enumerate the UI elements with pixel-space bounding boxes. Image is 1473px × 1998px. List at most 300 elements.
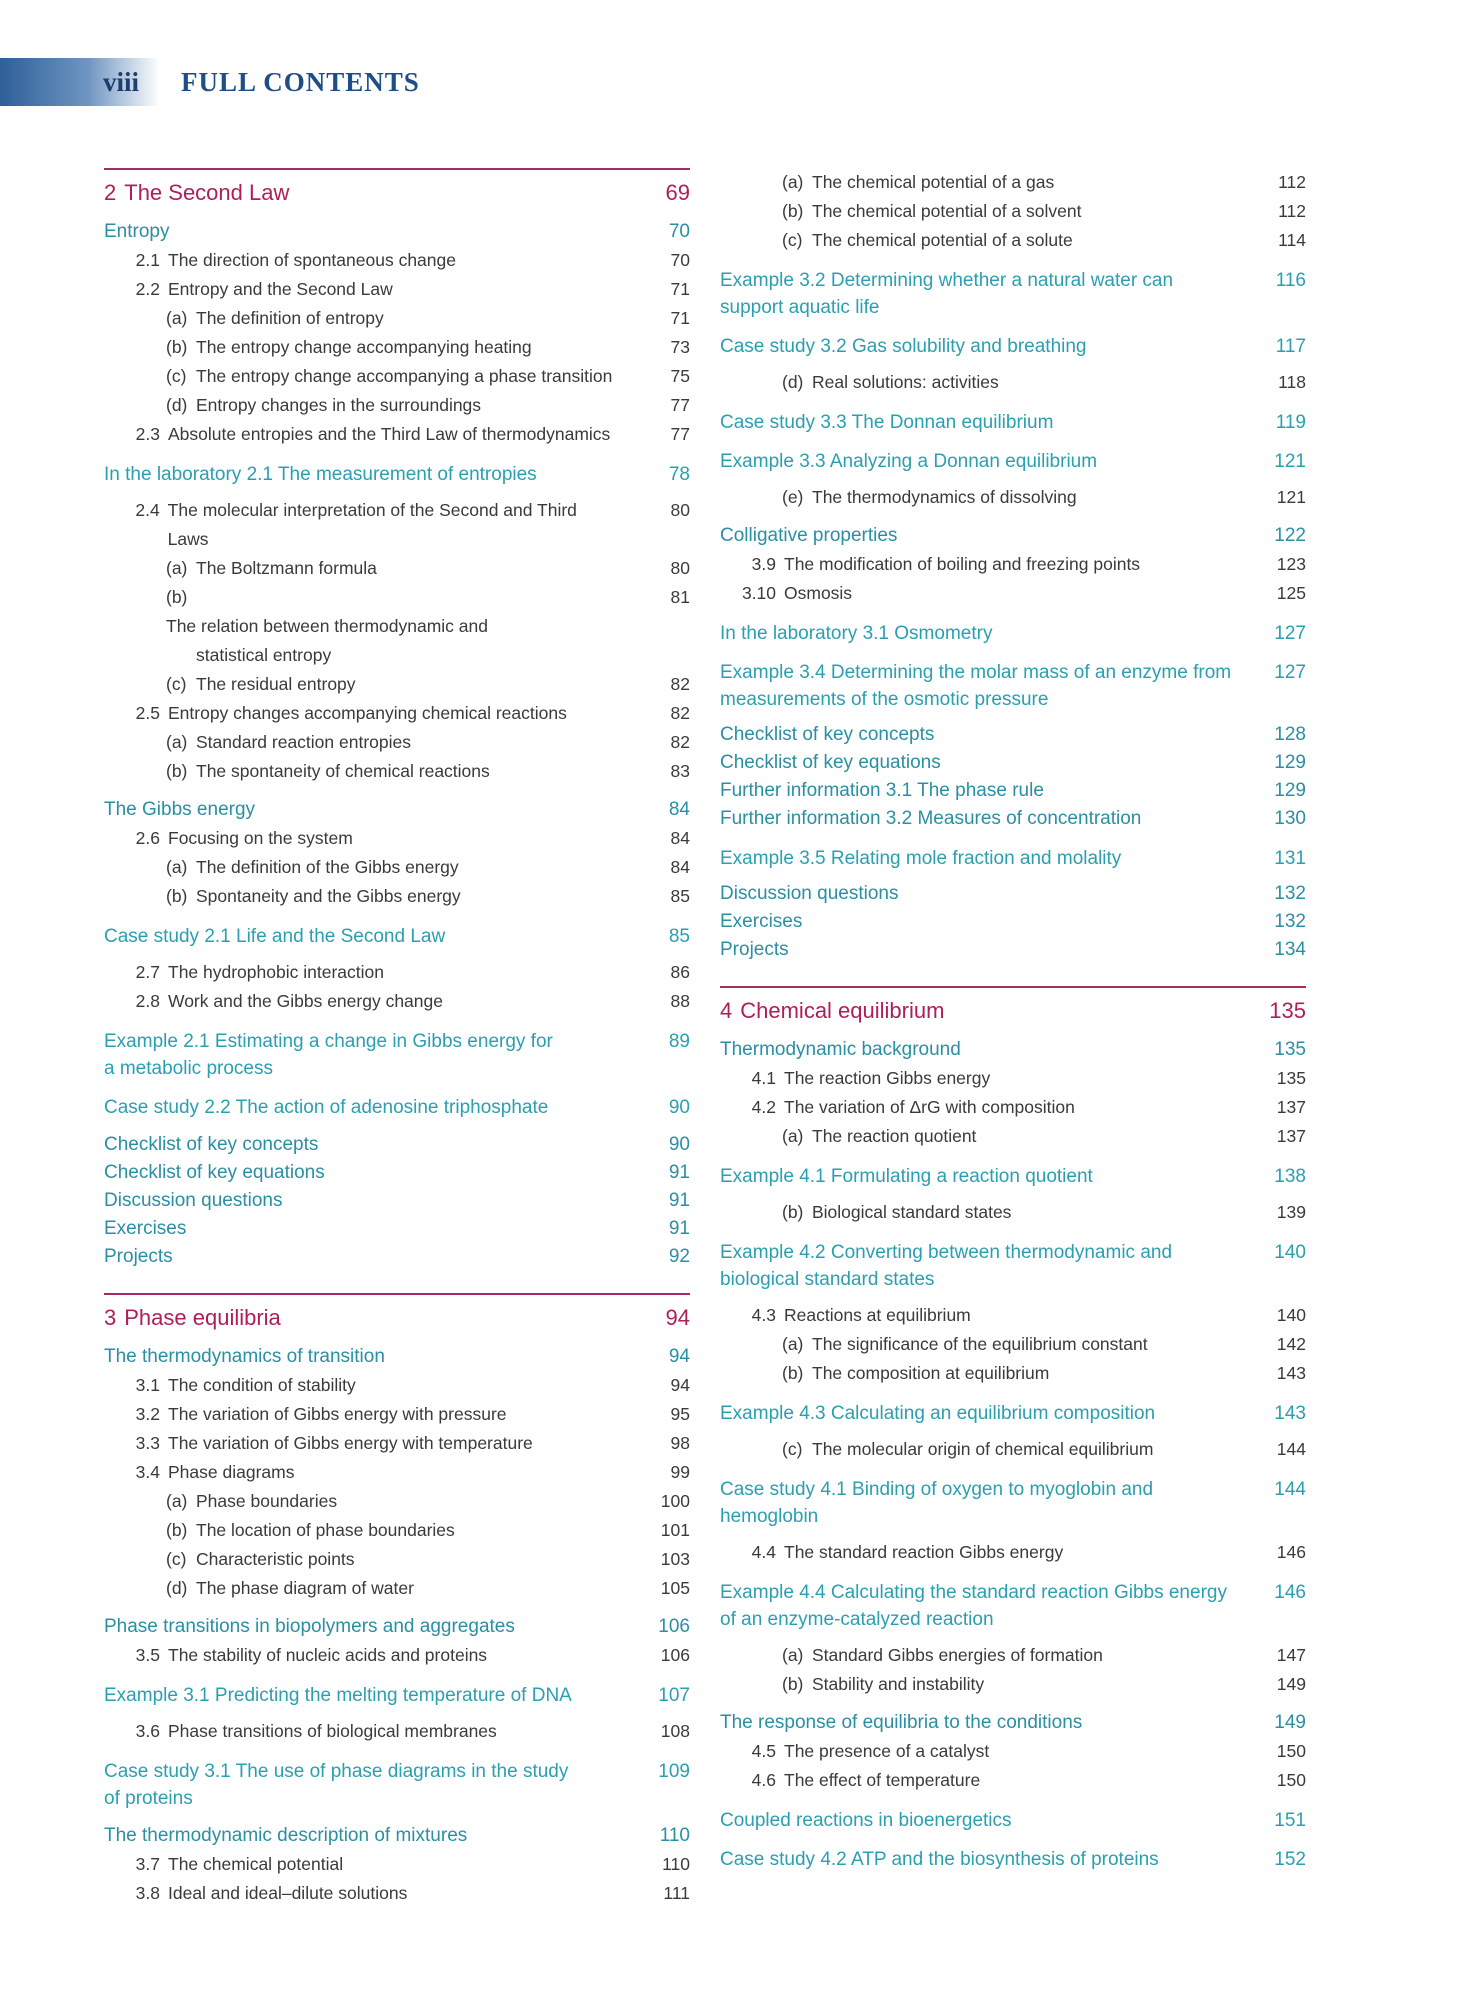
entry-text [104,1429,620,1458]
entry-text [720,749,1236,777]
entry-label: The entropy change accompanying heating [196,337,532,357]
toc-subsub-entry[interactable] [104,882,690,911]
section-number: 3.7 [135,1854,160,1874]
toc-sub-entry[interactable] [720,1766,1306,1795]
entry-label: Osmosis [784,583,853,603]
page-number-ref: 111 [663,1883,690,1903]
entry-text [166,333,620,362]
entry-label: Example 3.3 Analyzing a Donnan equilibrium [720,451,1098,472]
entry-text [104,1822,620,1850]
page-number-ref: 127 [1274,662,1306,683]
toc-sub-entry[interactable] [104,1458,690,1487]
entry-text [782,1330,1236,1359]
entry-text [720,620,1236,647]
entry-label: The phase diagram of water [196,1578,414,1598]
entry-text [104,1613,620,1641]
page-number-ref: 103 [660,1549,690,1569]
page-number-ref: 139 [1276,1202,1306,1222]
page-number-ref: 114 [1278,230,1306,250]
toc-sub-entry[interactable] [104,420,690,449]
item-letter: (c) [782,230,803,250]
toc-feature-entry[interactable] [720,1807,1306,1834]
entry-text [720,908,1236,936]
toc-feature-entry[interactable] [720,1239,1306,1293]
page-number-ref: 130 [1274,808,1306,829]
toc-section-entry[interactable] [720,1709,1306,1737]
toc-subsub-entry[interactable] [720,168,1306,197]
chapter-number: 2 [104,180,117,205]
page-number-ref: 84 [668,799,690,820]
page-number-ref: 116 [1275,270,1306,291]
page-number-ref: 98 [670,1433,690,1453]
entry-text [720,1400,1236,1427]
entry-label: Example 3.2 Determining whether a natural water can [720,270,1174,291]
toc-sub-entry[interactable] [720,1538,1306,1567]
page-number-ref: 128 [1274,724,1306,745]
page-number-ref: 129 [1274,780,1306,801]
toc-subsub-entry[interactable] [104,757,690,786]
item-letter: (b) [166,337,188,357]
section-number: 2.2 [135,279,160,299]
page-number-ref: 119 [1275,412,1306,433]
entry-label: The chemical potential of a solute [812,230,1073,250]
entry-label: Example 3.1 Predicting the melting temperature of DNA [104,1685,572,1706]
section-number: 2.8 [135,991,160,1011]
toc-subsub-entry[interactable] [104,1545,690,1574]
entry-text [166,853,620,882]
item-letter: (b) [782,1674,804,1694]
toc-section-entry[interactable] [104,1187,690,1215]
entry-label: The significance of the equilibrium constant [812,1334,1148,1354]
page-number-ref: 90 [668,1097,690,1118]
toc-subsub-entry[interactable] [720,1330,1306,1359]
entry-text [104,1458,620,1487]
item-letter: (c) [782,1439,803,1459]
toc-feature-entry[interactable] [720,448,1306,475]
entry-label: Example 3.4 Determining the molar mass of an enzyme from [720,662,1232,683]
entry-text [782,1435,1236,1464]
toc-subsub-entry[interactable] [104,554,690,583]
entry-label: Discussion questions [720,883,899,904]
entry-text [104,1131,620,1159]
page-number-ref: 84 [670,828,690,848]
page-number-ref: 100 [660,1491,690,1511]
page-number-ref: 146 [1274,1582,1306,1603]
page-number-ref: 86 [670,962,690,982]
entry-label: Phase transitions of biological membranes [168,1721,497,1741]
toc-section-entry[interactable] [720,936,1306,964]
page-number-ref: 118 [1278,372,1306,392]
toc-chapter-entry[interactable] [104,168,690,218]
toc-subsub-entry[interactable] [720,197,1306,226]
page-number-ref: 109 [658,1761,690,1782]
page-number-ref: 144 [1274,1479,1306,1500]
entry-label: The modification of boiling and freezing points [784,554,1141,574]
page-number-ref: 92 [668,1246,690,1267]
section-number: 2.1 [135,250,160,270]
entry-label-continued: hemoglobin [720,1506,819,1527]
toc-sub-entry[interactable] [104,275,690,304]
entry-label: Further information 3.1 The phase rule [720,780,1044,801]
page-number-ref: 83 [670,761,690,781]
toc-sub-entry[interactable] [720,1093,1306,1122]
toc-section-entry[interactable] [720,749,1306,777]
toc-feature-entry[interactable] [104,1028,690,1082]
entry-label: Case study 3.3 The Donnan equilibrium [720,412,1054,433]
entry-label: The hydrophobic interaction [168,962,384,982]
entry-text [720,409,1236,436]
toc-section-entry[interactable] [720,777,1306,805]
entry-text [720,579,1236,608]
toc-section-entry[interactable] [104,218,690,246]
toc-sub-entry[interactable] [720,550,1306,579]
item-letter: (c) [166,674,187,694]
entry-label: Example 4.2 Converting between thermodynamic and [720,1242,1173,1263]
page-number-ref: 77 [670,395,690,415]
toc-feature-entry[interactable] [104,1094,690,1121]
entry-text [782,368,1236,397]
entry-label: The condition of stability [168,1375,356,1395]
entry-line [166,670,620,699]
entry-label-continued: of an enzyme-catalyzed reaction [720,1609,994,1630]
entry-text [720,522,1236,550]
entry-label: Biological standard states [812,1202,1012,1222]
page-number-ref: 81 [670,587,690,607]
entry-label: Further information 3.2 Measures of concentration [720,808,1142,829]
toc-subsub-entry[interactable] [720,1122,1306,1151]
page-number-ref: 150 [1276,1770,1306,1790]
toc-section-entry[interactable] [104,1243,690,1271]
entry-text [720,805,1236,833]
chapter-number: 4 [720,998,733,1023]
entry-label: The response of equilibria to the conditions [720,1712,1083,1733]
toc-sub-entry[interactable] [720,1737,1306,1766]
entry-label: Checklist of key equations [104,1162,325,1183]
entry-text [104,699,620,728]
section-number: 3.6 [135,1721,160,1741]
entry-text [104,824,620,853]
section-number: 4.5 [751,1741,776,1761]
page-number-ref: 107 [658,1685,690,1706]
toc-subsub-entry[interactable] [720,1198,1306,1227]
entry-label: Exercises [720,911,803,932]
entry-text [166,1574,620,1603]
toc-section-entry[interactable] [104,1131,690,1159]
entry-text [104,1641,620,1670]
entry-line [782,1435,1236,1464]
toc-feature-entry[interactable] [720,1163,1306,1190]
toc-section-entry[interactable] [104,1159,690,1187]
toc-subsub-entry[interactable] [104,1574,690,1603]
entry-label: In the laboratory 3.1 Osmometry [720,623,993,644]
chapter-number: 3 [104,1305,117,1330]
toc-feature-entry[interactable] [720,409,1306,436]
entry-line [166,304,620,333]
toc-sub-entry[interactable] [104,1641,690,1670]
toc-chapter-entry[interactable] [720,986,1306,1036]
toc-feature-entry[interactable] [720,267,1306,321]
page-number-ref: 70 [668,221,690,242]
item-letter: (a) [782,1334,804,1354]
entry-text [720,550,1236,579]
entry-line [166,1516,620,1545]
entry-text [720,1579,1236,1633]
entry-text [720,1093,1236,1122]
entry-text [166,882,620,911]
page-number-ref: 132 [1274,883,1306,904]
page-number-ref: 149 [1274,1712,1306,1733]
page-number-ref: 152 [1274,1849,1306,1870]
entry-text [720,1766,1236,1795]
entry-label: The location of phase boundaries [196,1520,455,1540]
section-number: 3.1 [135,1375,160,1395]
toc-subsub-entry[interactable] [104,333,690,362]
entry-text [720,936,1236,964]
entry-text [166,757,620,786]
page-number-ref: 91 [668,1162,690,1183]
toc-subsub-entry[interactable] [104,853,690,882]
entry-label: Exercises [104,1218,187,1239]
toc-section-entry[interactable] [104,796,690,824]
page-number-ref: 137 [1276,1126,1306,1146]
entry-label: Case study 4.1 Binding of oxygen to myoglobin and [720,1479,1154,1500]
page-number-ref: 151 [1274,1810,1306,1831]
toc-subsub-entry[interactable] [104,670,690,699]
toc-feature-entry[interactable] [104,1758,690,1812]
entry-label: Phase diagrams [168,1462,295,1482]
toc-section-entry[interactable] [720,522,1306,550]
toc-feature-entry[interactable] [104,923,690,950]
toc-subsub-entry[interactable] [104,362,690,391]
entry-label: The Boltzmann formula [196,558,377,578]
toc-sub-entry[interactable] [104,1371,690,1400]
chapter-title: The Second Law [124,180,290,205]
toc-section-entry[interactable] [720,880,1306,908]
entry-label: The entropy change accompanying a phase transition [196,366,613,386]
entry-line [166,757,620,786]
entry-label: Ideal and ideal–dilute solutions [168,1883,408,1903]
toc-feature-entry[interactable] [720,1846,1306,1873]
toc-subsub-entry[interactable] [104,1516,690,1545]
page-number-ref: 84 [670,857,690,877]
toc-subsub-entry[interactable] [720,368,1306,397]
page-number-ref: 112 [1278,201,1306,221]
toc-chapter-entry[interactable] [104,1293,690,1343]
page-number-ref: 142 [1276,1334,1306,1354]
section-number: 2.3 [135,424,160,444]
entry-label: Coupled reactions in bioenergetics [720,1810,1012,1831]
entry-text [720,1538,1236,1567]
entry-text [104,958,620,987]
item-letter: (b) [166,1520,188,1540]
toc-subsub-entry[interactable] [720,1435,1306,1464]
page-number-ref: 78 [668,464,690,485]
toc-subsub-entry[interactable] [104,728,690,757]
toc-subsub-entry[interactable] [720,483,1306,512]
entry-line [782,368,1236,397]
toc-sub-entry[interactable] [104,1850,690,1879]
entry-text [720,333,1236,360]
page-number-ref: 108 [660,1721,690,1741]
toc-section-entry[interactable] [104,1343,690,1371]
entry-text [104,1301,620,1335]
page-number-ref: 91 [668,1218,690,1239]
page-number-ref: 134 [1274,939,1306,960]
toc-subsub-entry[interactable] [720,1670,1306,1699]
item-letter: (a) [166,1491,188,1511]
item-letter: (d) [782,372,804,392]
section-number: 4.1 [751,1068,776,1088]
toc-feature-entry[interactable] [720,1400,1306,1427]
toc-sub-entry[interactable] [104,1429,690,1458]
entry-text [166,554,620,583]
page-number-ref: 89 [668,1031,690,1052]
entry-text [104,1400,620,1429]
toc-subsub-entry[interactable] [720,1641,1306,1670]
item-letter: (c) [166,1549,187,1569]
toc-sub-entry[interactable] [104,246,690,275]
entry-label: Case study 3.1 The use of phase diagrams in the study [104,1761,569,1782]
toc-sub-entry[interactable] [104,958,690,987]
entry-line [782,168,1236,197]
entry-text [720,659,1236,713]
entry-label: Work and the Gibbs energy change [168,991,443,1011]
item-letter: (d) [166,395,188,415]
toc-subsub-entry[interactable] [104,391,690,420]
toc-subsub-entry[interactable] [720,1359,1306,1388]
entry-text [720,721,1236,749]
page-number-ref: 138 [1274,1166,1306,1187]
entry-line [166,583,620,641]
page-number-ref: 77 [670,424,690,444]
toc-sub-entry[interactable] [104,1717,690,1746]
item-letter: (b) [166,587,188,607]
item-letter: (b) [166,886,188,906]
entry-label: Stability and instability [812,1674,985,1694]
page-number-ref: 123 [1276,554,1306,574]
section-number: 2.4 [135,500,160,520]
toc-feature-entry[interactable] [720,845,1306,872]
toc-feature-entry[interactable] [720,620,1306,647]
entry-text [166,362,620,391]
toc-sub-entry[interactable] [104,987,690,1016]
toc-section-entry[interactable] [720,805,1306,833]
toc-sub-entry[interactable] [104,496,690,554]
entry-label: Case study 4.2 ATP and the biosynthesis of proteins [720,1849,1159,1870]
entry-text [104,1215,620,1243]
page-number-ref: 94 [665,1305,690,1330]
item-letter: (d) [166,1578,188,1598]
entry-line [166,1545,620,1574]
toc-sub-entry[interactable] [104,1400,690,1429]
page-number-ref: 110 [659,1825,690,1846]
entry-label: The variation of ΔrG with composition [784,1097,1075,1117]
entry-label: Example 4.4 Calculating the standard reaction Gibbs energy [720,1582,1227,1603]
page-number-ref: 106 [660,1645,690,1665]
page-number-ref: 143 [1276,1363,1306,1383]
entry-line [782,226,1236,255]
entry-text [104,1159,620,1187]
entry-line [782,1359,1236,1388]
entry-text [166,1487,620,1516]
section-number: 3.10 [741,583,776,603]
toc-sub-entry[interactable] [104,1879,690,1908]
entry-label: Real solutions: activities [812,372,999,392]
toc-feature-entry[interactable] [720,1476,1306,1530]
entry-text [782,168,1236,197]
page-number-ref: 75 [670,366,690,386]
entry-text [104,1243,620,1271]
page-number-ref: 140 [1274,1242,1306,1263]
entry-label: The thermodynamics of transition [104,1346,385,1367]
toc-section-entry[interactable] [104,1822,690,1850]
toc-section-entry[interactable] [720,721,1306,749]
entry-label: Discussion questions [104,1190,283,1211]
toc-sub-entry[interactable] [720,579,1306,608]
toc-feature-entry[interactable] [104,461,690,488]
page-number-ref: 82 [670,674,690,694]
toc-section-entry[interactable] [720,908,1306,936]
entry-label: Spontaneity and the Gibbs energy [196,886,461,906]
entry-label: Checklist of key concepts [720,724,935,745]
entry-label: Example 3.5 Relating mole fraction and molality [720,848,1122,869]
entry-label: Standard Gibbs energies of formation [812,1645,1103,1665]
toc-subsub-entry[interactable] [104,304,690,333]
page-number-ref: 127 [1274,623,1306,644]
toc-section-entry[interactable] [104,1613,690,1641]
toc-subsub-entry[interactable] [720,226,1306,255]
entry-text [720,777,1236,805]
page-number-ref: 140 [1276,1305,1306,1325]
page-number-ref: 147 [1276,1645,1306,1665]
entry-label: Phase boundaries [196,1491,338,1511]
toc-feature-entry[interactable] [104,1682,690,1709]
toc-sub-entry[interactable] [720,1301,1306,1330]
page-title: FULL CONTENTS [181,67,420,97]
toc-sub-entry[interactable] [104,699,690,728]
section-number: 3.4 [135,1462,160,1482]
toc-section-entry[interactable] [720,1036,1306,1064]
section-number: 2.6 [135,828,160,848]
page-number-ref: 117 [1275,336,1306,357]
entry-label: The residual entropy [196,674,356,694]
entry-label: Entropy changes in the surroundings [196,395,482,415]
entry-text [782,226,1236,255]
entry-label: The direction of spontaneous change [168,250,456,270]
entry-text [720,1239,1236,1293]
toc-feature-entry[interactable] [720,659,1306,713]
entry-label: Focusing on the system [168,828,353,848]
entry-text [720,880,1236,908]
toc-feature-entry[interactable] [720,333,1306,360]
entry-label: The thermodynamic description of mixtures [104,1825,468,1846]
toc-sub-entry[interactable] [720,1064,1306,1093]
section-number: 4.3 [751,1305,776,1325]
entry-label-continued: measurements of the osmotic pressure [720,689,1049,710]
entry-text [104,275,620,304]
toc-subsub-entry[interactable] [104,583,690,670]
toc-subsub-entry[interactable] [104,1487,690,1516]
toc-sub-entry[interactable] [104,824,690,853]
toc-section-entry[interactable] [104,1215,690,1243]
entry-label-continued: of proteins [104,1788,193,1809]
entry-text [104,246,620,275]
toc-feature-entry[interactable] [720,1579,1306,1633]
entry-line [166,1574,620,1603]
entry-text [720,448,1236,475]
entry-line [166,333,620,362]
entry-label: The Gibbs energy [104,799,256,820]
